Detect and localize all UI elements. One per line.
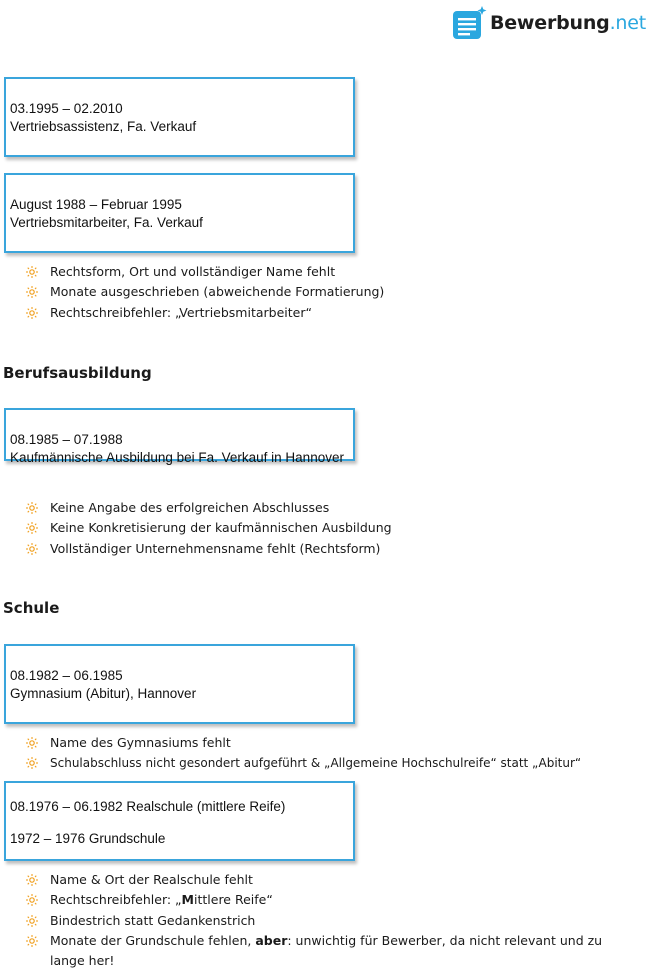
section-heading-school: Schule: [3, 599, 60, 617]
notes-gymnasium: [26, 733, 620, 774]
entry-box-job1: [4, 77, 355, 157]
entry-date: 08.1982 – 06.1985: [10, 668, 123, 683]
note-text: Vollständiger Unternehmensname fehlt (Rechtsform): [50, 540, 381, 556]
list-item: [26, 498, 620, 518]
note-text: Rechtsform, Ort und vollständiger Name fehlt: [50, 264, 336, 279]
list-item: [26, 262, 620, 282]
note-text: Monate der Grundschule fehlen,: [50, 932, 256, 948]
notes-realschule: [26, 870, 620, 971]
notes-work: [26, 262, 620, 323]
entry-date: 08.1985 – 07.1988: [10, 432, 123, 447]
sun-bullet-icon: [26, 502, 38, 514]
note-text: Name & Ort der Realschule fehlt: [50, 872, 253, 887]
brand-name-main: Bewerbung: [489, 12, 610, 34]
list-item: [26, 282, 620, 302]
note-text-bold: M: [181, 892, 194, 908]
entry-title: Kaufmännische Ausbildung bei Fa. Verkauf in Hannover: [10, 450, 344, 465]
sun-bullet-icon: [26, 874, 38, 886]
sun-bullet-icon: [26, 737, 38, 749]
list-item: [26, 911, 620, 931]
entry-title: 1972 – 1976 Grundschule: [10, 831, 166, 846]
note-text: Keine Konkretisierung der kaufmännischen Ausbildung: [50, 520, 392, 536]
entry-title: 08.1976 – 06.1982 Realschule (mittlere Reife): [10, 799, 286, 814]
brand-logo[interactable]: [452, 6, 646, 40]
entry-box-job2: [4, 173, 355, 253]
list-item: [26, 870, 620, 890]
notes-training: [26, 498, 620, 559]
entry-box-gymnasium: [4, 644, 355, 724]
document-icon: [452, 6, 488, 40]
note-text: Rechtschreibfehler: „Vertriebsmitarbeiter“: [50, 304, 312, 320]
list-item: [26, 518, 620, 538]
note-text: Bindestrich statt Gedankenstrich: [50, 912, 256, 928]
sun-bullet-icon: [26, 894, 38, 906]
entry-date: August 1988 – Februar 1995: [10, 197, 182, 212]
note-text: Keine Angabe des erfolgreichen Abschlusses: [50, 500, 330, 515]
entry-title: Vertriebsassistenz, Fa. Verkauf: [10, 119, 197, 134]
entry-box-realschule: [4, 781, 355, 861]
list-item: [26, 733, 620, 753]
sun-bullet-icon: [26, 522, 38, 534]
list-item: [26, 303, 620, 323]
brand-name: [490, 12, 646, 34]
note-text-bold: aber: [255, 932, 288, 948]
sun-bullet-icon: [26, 266, 38, 278]
note-text: Name des Gymnasiums fehlt: [50, 735, 231, 750]
sun-bullet-icon: [26, 915, 38, 927]
entry-title: Vertriebsmitarbeiter, Fa. Verkauf: [10, 215, 203, 230]
section-heading-training: Berufsausbildung: [3, 364, 152, 382]
list-item: [26, 539, 620, 559]
list-item: [26, 753, 620, 773]
sun-bullet-icon: [26, 286, 38, 298]
sun-bullet-icon: [26, 307, 38, 319]
note-text: : unwichtig für Bewerber, da nicht relevant und zu lange her!: [50, 932, 603, 969]
sun-bullet-icon: [26, 757, 38, 769]
note-text: Rechtschreibfehler: „: [50, 892, 182, 908]
entry-title: Gymnasium (Abitur), Hannover: [10, 686, 197, 701]
note-text: Schulabschluss nicht gesondert aufgeführt & „Allgemeine Hochschulreife“ statt „Abitur“: [50, 756, 582, 771]
note-text: ittlere Reife“: [194, 892, 273, 908]
entry-date: 03.1995 – 02.2010: [10, 101, 123, 116]
sun-bullet-icon: [26, 935, 38, 947]
entry-box-training: [4, 408, 355, 465]
brand-name-suffix: .net: [609, 12, 646, 34]
list-item: [26, 890, 620, 910]
list-item: [26, 931, 605, 972]
sun-bullet-icon: [26, 543, 38, 555]
note-text: Monate ausgeschrieben (abweichende Formatierung): [50, 284, 385, 300]
